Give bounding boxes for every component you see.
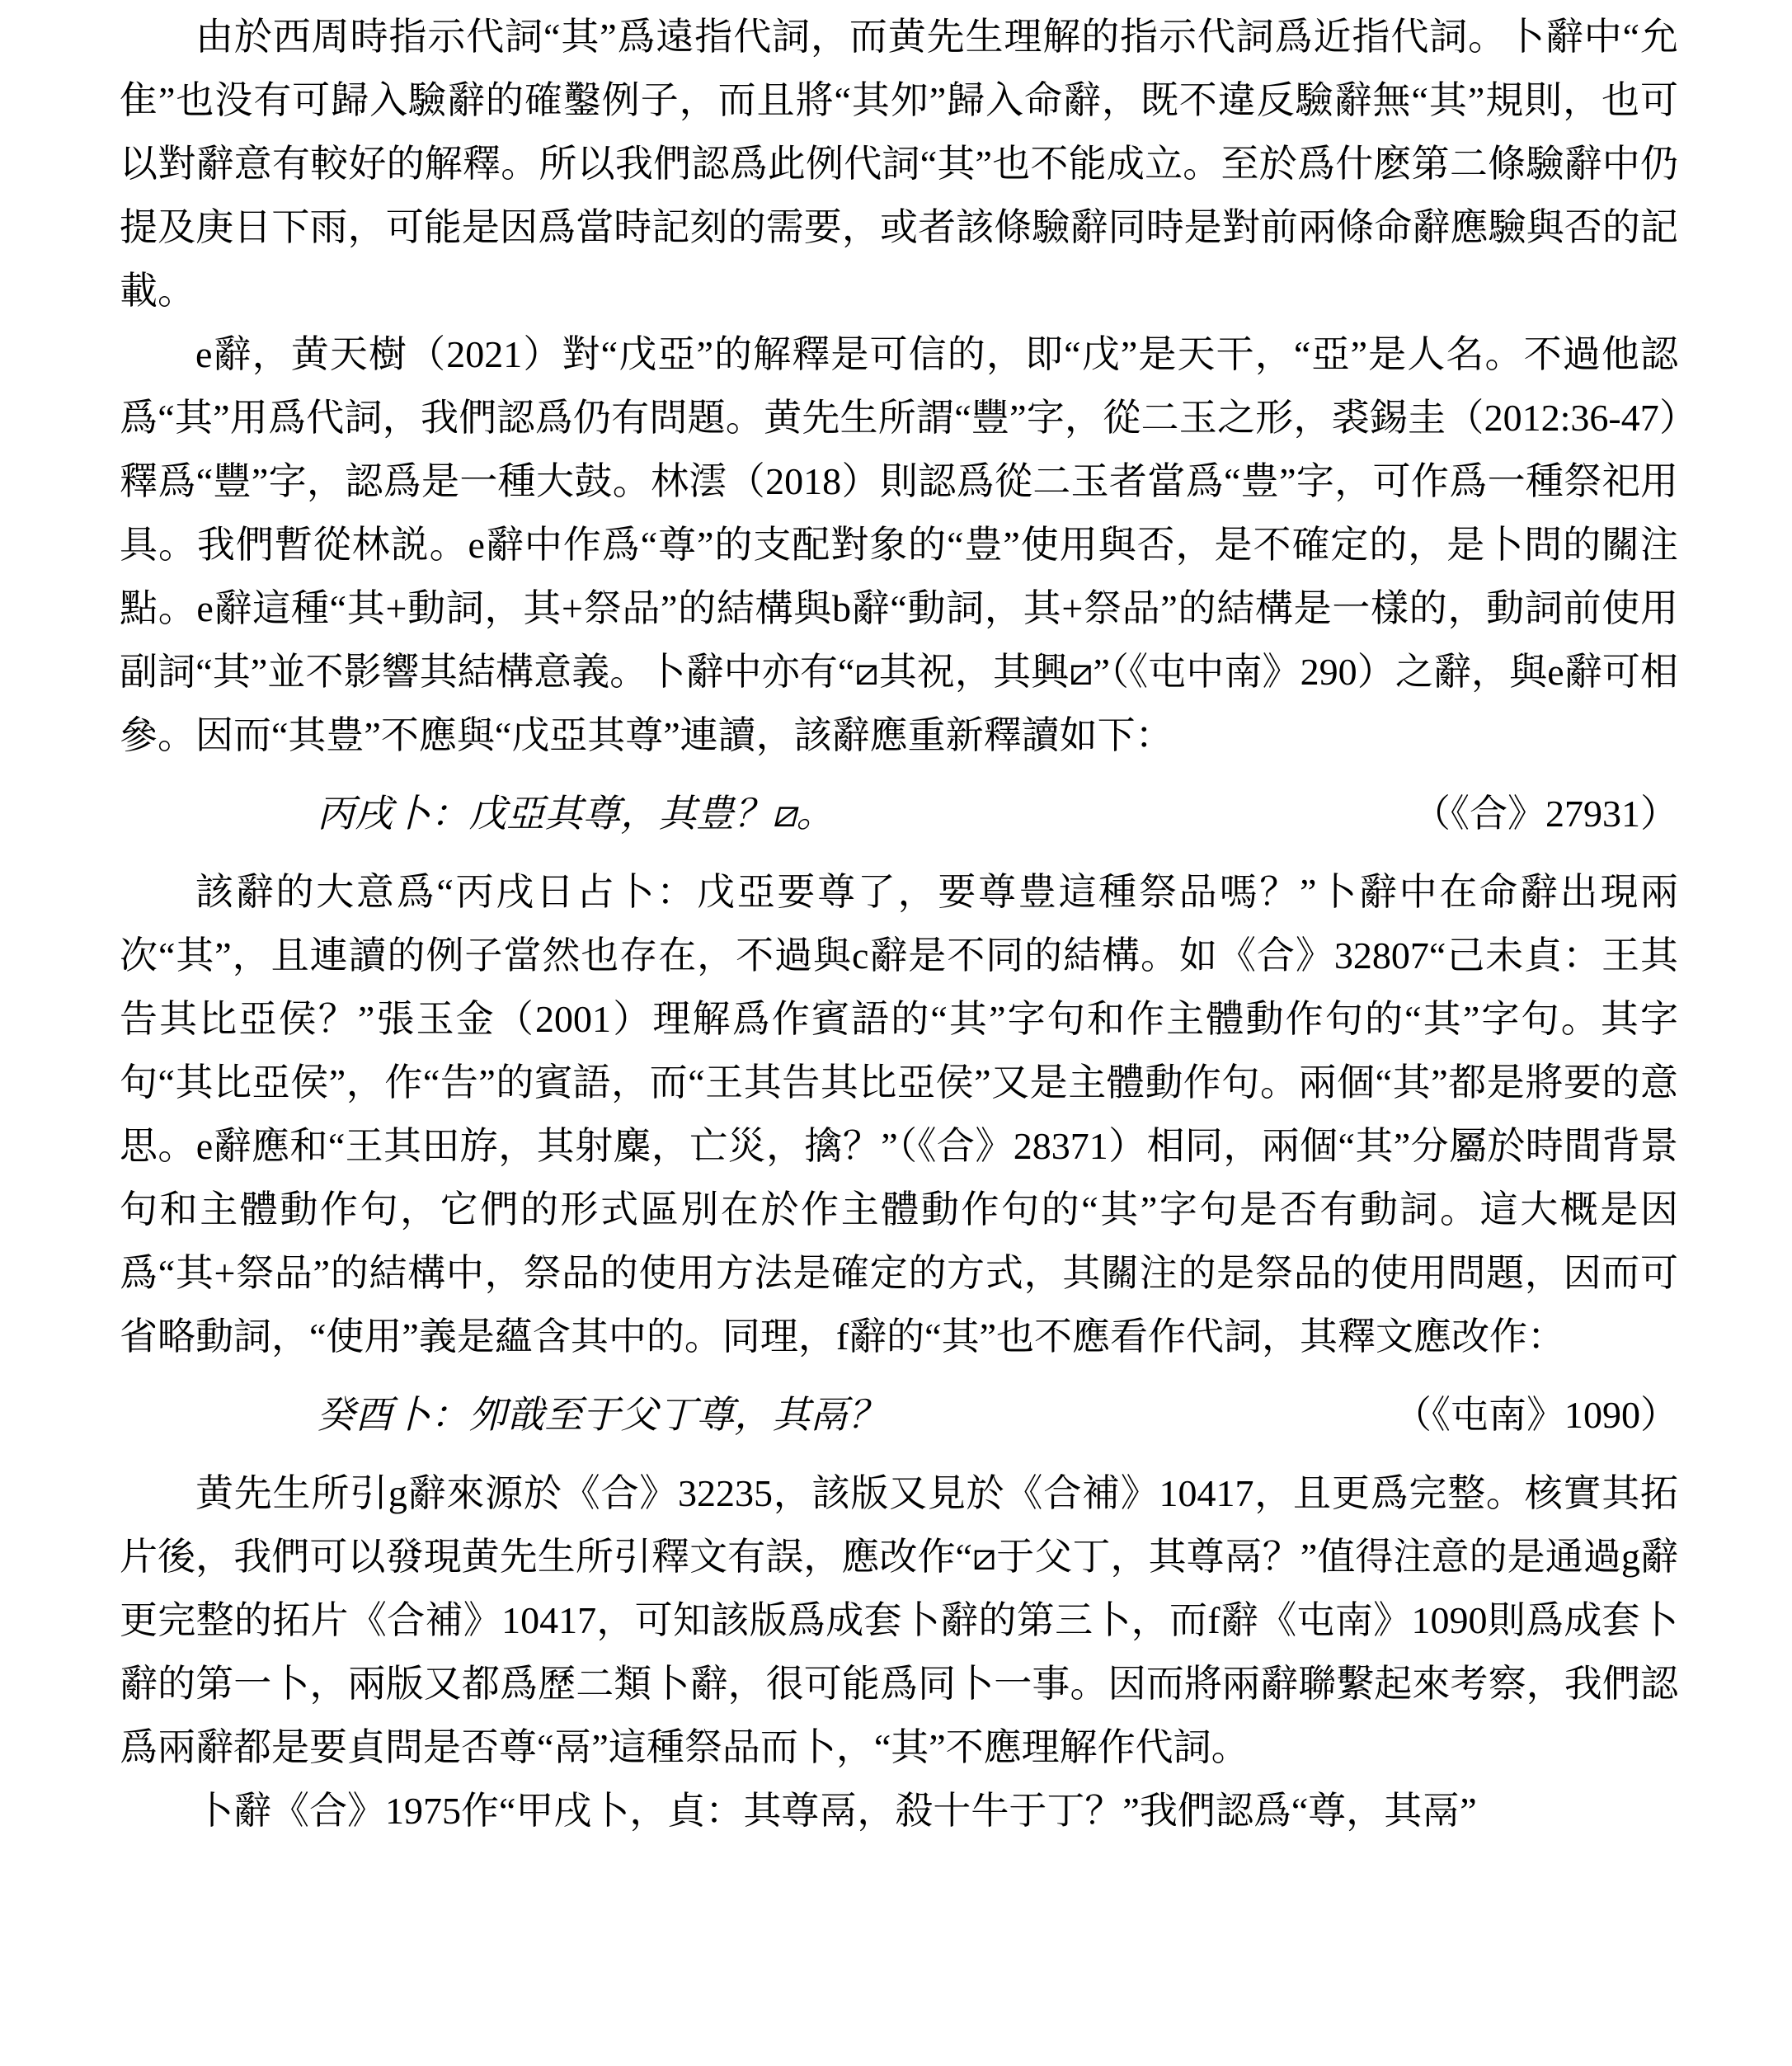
quote-line (120, 782, 1678, 845)
paragraph: e辭，黄天樹（2021）對“戊亞”的解釋是可信的，即“戊”是天干，“亞”是人名。不過他認爲“其”用爲代詞，我們認爲仍有問題。黄先生所謂“豐”字，從二玉之形，裘錫圭（2012:36-47）釋爲“豐”字，認爲是一種大鼓。林澐（2018）則認爲從二玉者當爲“豊”字，可作爲一種祭祀用具。我們暫從林説。e辭中作爲“尊”的支配對象的“豊”使用與否，是不確定的，是卜問的關注點。e辭這種“其+動詞，其+祭品”的結構與b辭“動詞，其+祭品”的結構是一樣的，動詞前使用副詞“其”並不影響其結構意義。卜辭中亦有“⧄其祝，其興⧄”（《屯中南》290）之辭，與e辭可相參。因而“其豊”不應與“戊亞其尊”連讀，該辭應重新釋讀如下： (120, 333, 1678, 756)
paragraph: 卜辭《合》1975作“甲戌卜，貞：其尊鬲，殺十牛于丁？”我們認爲“尊，其鬲” (195, 1790, 1477, 1832)
paragraph: 該辭的大意爲“丙戌日占卜：戊亞要尊了，要尊豊這種祭品嗎？”卜辭中在命辭出現兩次“其”，且連讀的例子當然也存在，不過與c辭是不同的結構。如《合》32807“己未貞：王其告其比亞侯？”張玉金（2001）理解爲作賓語的“其”字句和作主體動作句的“其”字句。其字句“其比亞侯”，作“告”的賓語，而“王其告其比亞侯”又是主體動作句。兩個“其”都是將要的意思。e辭應和“王其田斿，其射麋，亡災，擒？”（《合》28371）相同，兩個“其”分屬於時間背景句和主體動作句，它們的形式區別在於作主體動作句的“其”字句是否有動詞。這大概是因爲“其+祭品”的結構中，祭品的使用方法是確定的方式，其關注的是祭品的使用問題，因而可省略動詞，“使用”義是蘊含其中的。同理，f辭的“其”也不應看作代詞，其釋文應改作： (120, 871, 1678, 1358)
quote-text: 丙戌卜：戊亞其尊，其豊？⧄。 (317, 793, 835, 835)
quote-citation: （《合》27931） (1413, 793, 1678, 835)
quote-citation: （《屯南》1090） (1394, 1394, 1678, 1436)
paragraph: 由於西周時指示代詞“其”爲遠指代詞，而黄先生理解的指示代詞爲近指代詞。卜辭中“允隹”也没有可歸入驗辭的確鑿例子，而且將“其夘”歸入命辭，既不違反驗辭無“其”規則，也可以對辭意有較好的解釋。所以我們認爲此例代詞“其”也不能成立。至於爲什麽第二條驗辭中仍提及庚日下雨，可能是因爲當時記刻的需要，或者該條驗辭同時是對前兩條命辭應驗與否的記載。 (120, 16, 1678, 312)
quote-line (120, 1383, 1678, 1447)
paragraph: 黄先生所引g辭來源於《合》32235，該版又見於《合補》10417，且更爲完整。核實其拓片後，我們可以發現黄先生所引釋文有誤，應改作“⧄于父丁，其尊鬲？”值得注意的是通過g辭更完整的拓片《合補》10417，可知該版爲成套卜辭的第三卜，而f辭《屯南》1090則爲成套卜辭的第一卜，兩版又都爲歷二類卜辭，很可能爲同卜一事。因而將兩辭聯繫起來考察，我們認爲兩辭都是要貞問是否尊“鬲”這種祭品而卜，“其”不應理解作代詞。 (120, 1472, 1678, 1768)
quote-text: 癸酉卜：夘戠至于父丁尊，其鬲？ (317, 1394, 887, 1436)
